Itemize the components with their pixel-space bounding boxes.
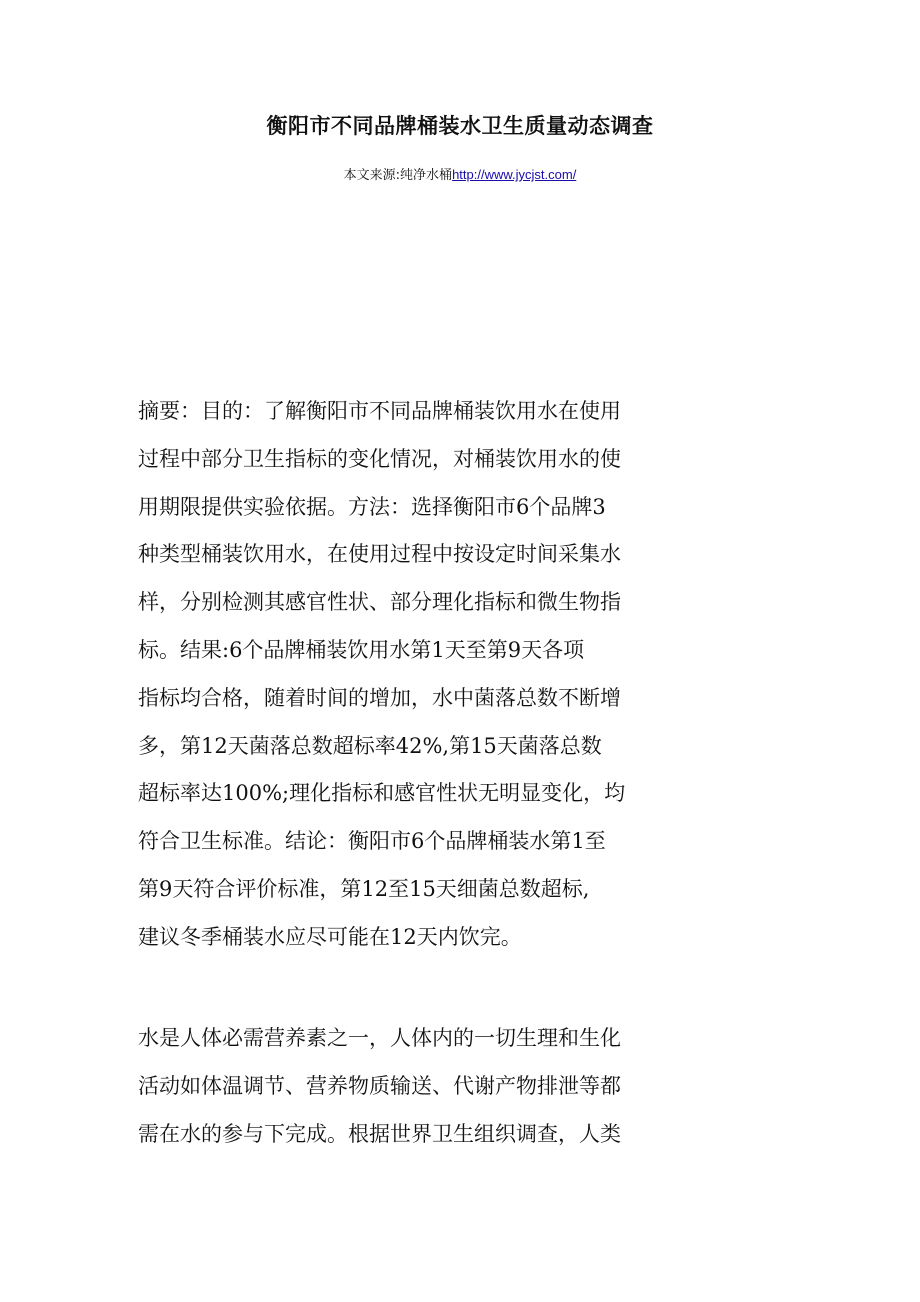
abstract-line: 标。结果:6个品牌桶装饮用水第1天至第9天各项 xyxy=(138,637,585,662)
abstract-line: 过程中部分卫生指标的变化情况，对桶装饮用水的使 xyxy=(138,446,621,471)
abstract-line: 符合卫生标准。结论：衡阳市6个品牌桶装水第1至 xyxy=(138,829,606,854)
abstract-paragraph xyxy=(138,388,678,962)
abstract-line: 种类型桶装饮用水，在使用过程中按设定时间采集水 xyxy=(138,542,621,567)
abstract-line: 样，分别检测其感官性状、部分理化指标和微生物指 xyxy=(138,590,621,615)
abstract-line: 建议冬季桶装水应尽可能在12天内饮完。 xyxy=(138,924,522,949)
abstract-line: 第9天符合评价标准，第12至15天细菌总数超标, xyxy=(138,876,590,901)
abstract-line: 摘要：目的：了解衡阳市不同品牌桶装饮用水在使用 xyxy=(138,399,621,423)
source-line xyxy=(0,164,920,183)
abstract-line: 多，第12天菌落总数超标率42%,第15天菌落总数 xyxy=(138,733,602,758)
intro-line: 水是人体必需营养素之一，人体内的一切生理和生化 xyxy=(138,1026,621,1050)
intro-line: 需在水的参与下完成。根据世界卫生组织调查，人类 xyxy=(138,1121,621,1146)
source-link[interactable]: http://www.jycjst.com/ xyxy=(452,167,577,182)
abstract-line: 超标率达100%;理化指标和感官性状无明显变化，均 xyxy=(138,781,626,806)
document-title: 衡阳市不同品牌桶装水卫生质量动态调查 xyxy=(266,114,654,138)
intro-paragraph xyxy=(138,1015,678,1158)
source-prefix: 本文来源:纯净水桶 xyxy=(343,168,453,183)
abstract-line: 用期限提供实验依据。方法：选择衡阳市6个品牌3 xyxy=(138,494,606,519)
intro-line: 活动如体温调节、营养物质输送、代谢产物排泄等都 xyxy=(138,1073,621,1098)
abstract-line: 指标均合格，随着时间的增加，水中菌落总数不断增 xyxy=(138,685,621,710)
